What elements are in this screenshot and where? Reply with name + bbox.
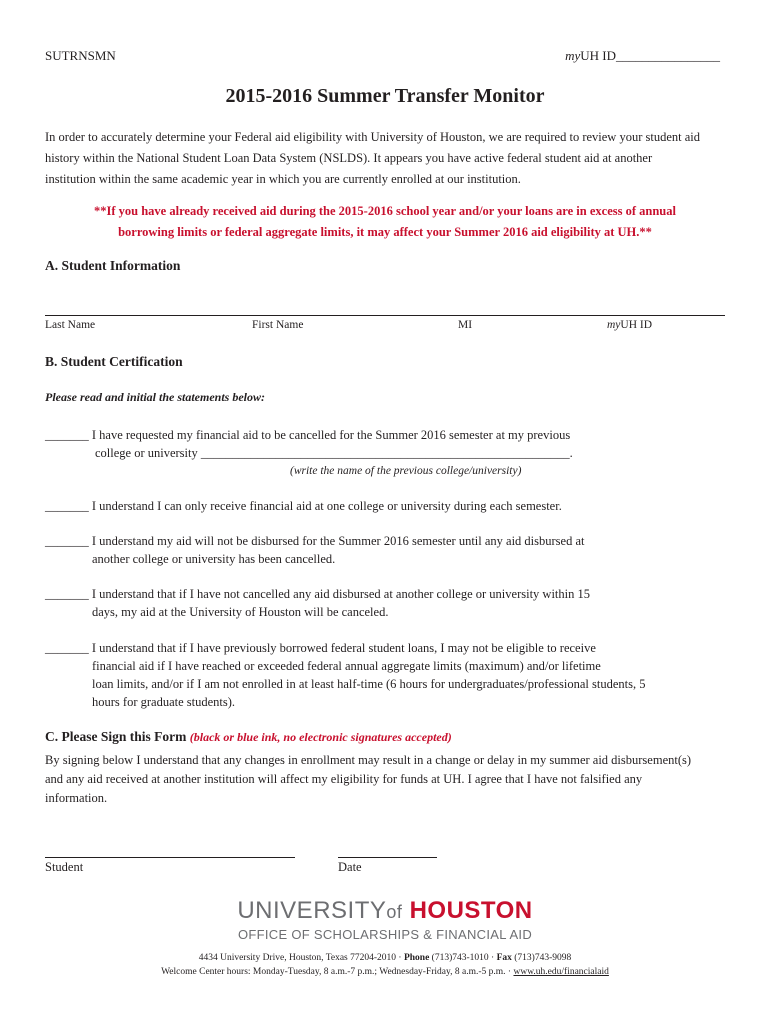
date-line[interactable] xyxy=(338,857,437,858)
statement-3-line-1: I understand my aid will not be disbursed for the Summer 2016 semester until any aid disbursed at xyxy=(91,534,585,548)
statement-5-line-4: hours for graduate students). xyxy=(92,695,236,709)
date-label: Date xyxy=(338,860,362,874)
footer-fax: (713)743-9098 xyxy=(511,953,572,963)
statement-4 xyxy=(45,585,705,621)
statement-5-line-3: loan limits, and/or if I am not enrolled in at least half-time (6 hours for undergraduates/professional students, 5 xyxy=(92,677,646,691)
initial-blank-1[interactable]: _______ xyxy=(45,428,89,442)
mi-label: MI xyxy=(458,319,473,331)
document-code: SUTRNSMN xyxy=(45,48,116,63)
university-logo xyxy=(0,897,770,942)
logo-office: OFFICE OF SCHOLARSHIPS & FINANCIAL AID xyxy=(237,927,533,942)
statement-3-line-2: another college or university has been cancelled. xyxy=(92,552,336,566)
signature-ink-note: (black or blue ink, no electronic signatures accepted) xyxy=(189,730,452,744)
myuh-id-field[interactable] xyxy=(565,48,720,64)
student-signature-line[interactable] xyxy=(45,857,295,858)
statement-2-text: I understand I can only receive financial aid at one college or university during each semester. xyxy=(91,499,562,513)
statement-4-line-1: I understand that if I have not cancelled any aid disbursed at another college or university within 15 xyxy=(91,587,590,601)
statement-1 xyxy=(45,426,705,480)
section-a-heading: A. Student Information xyxy=(45,258,181,273)
section-c-title: C. Please Sign this Form xyxy=(45,729,187,744)
last-name-label: Last Name xyxy=(45,319,96,331)
instruction-text: Please read and initial the statements below: xyxy=(45,390,265,404)
warning-line-2: borrowing limits or federal aggregate limits, it may affect your Summer 2016 aid eligibility at UH.** xyxy=(118,225,652,239)
myuh-id-prefix: my xyxy=(607,319,621,331)
myuh-id-label xyxy=(607,319,652,331)
financial-aid-link[interactable]: www.uh.edu/financialaid xyxy=(513,967,609,977)
page-title: 2015-2016 Summer Transfer Monitor xyxy=(225,85,545,107)
initial-blank-2[interactable]: _______ xyxy=(45,499,89,513)
statement-5-line-1: I understand that if I have previously borrowed federal student loans, I may not be eligible to receive xyxy=(91,641,596,655)
footer-fax-label: Fax xyxy=(496,953,512,963)
footer xyxy=(0,951,770,979)
logo-university: UNIVERSITY xyxy=(237,897,387,924)
section-c-heading xyxy=(45,729,452,745)
signature-agreement: By signing below I understand that any changes in enrollment may result in a change or delay in my summer aid disbursement(s) and any aid received at another institution will affect my eligibility for funds at UH. I agree that I have not falsified any information. xyxy=(45,753,692,805)
initial-blank-5[interactable]: _______ xyxy=(45,641,89,655)
initial-blank-4[interactable]: _______ xyxy=(45,587,89,601)
myuh-blank: ________________ xyxy=(616,48,720,63)
first-name-label: First Name xyxy=(252,319,304,331)
warning-notice xyxy=(45,201,725,243)
statement-5-line-2: financial aid if I have reached or exceeded federal annual aggregate limits (maximum) and/or lifetime xyxy=(92,659,601,673)
footer-phone: (713)743-1010 · xyxy=(429,953,497,963)
section-b-heading: B. Student Certification xyxy=(45,354,183,369)
statement-1-line-1: I have requested my financial aid to be cancelled for the Summer 2016 semester at my previous xyxy=(91,428,571,442)
statement-1-hint: (write the name of the previous college/university) xyxy=(290,465,522,477)
logo-houston: HOUSTON xyxy=(409,897,533,924)
statement-5 xyxy=(45,639,705,711)
logo-of: of xyxy=(386,902,403,922)
statement-1-line-2[interactable]: college or university ___________________________________________________________. xyxy=(95,446,573,460)
intro-paragraph: In order to accurately determine your Federal aid eligibility with University of Houston, we are required to review your student aid history within the National Student Loan Data System (NSLDS). It appears you have active federal student aid at another institution within the same academic year in which you are currently enrolled at our institution. xyxy=(45,130,701,186)
statement-2 xyxy=(45,497,705,515)
myuh-id-text: UH ID xyxy=(620,319,653,331)
footer-hours: Welcome Center hours: Monday-Tuesday, 8 a.m.-7 p.m.; Wednesday-Friday, 8 a.m.-5 p.m. · xyxy=(161,967,514,977)
statement-4-line-2: days, my aid at the University of Houston will be canceled. xyxy=(92,605,389,619)
statement-3 xyxy=(45,532,705,568)
initial-blank-3[interactable]: _______ xyxy=(45,534,89,548)
footer-phone-label: Phone xyxy=(403,953,430,963)
footer-address: 4434 University Drive, Houston, Texas 77204-2010 · xyxy=(198,953,404,963)
student-info-line[interactable] xyxy=(45,315,725,316)
warning-line-1: **If you have already received aid during the 2015-2016 school year and/or your loans are in excess of annual xyxy=(94,204,676,218)
footer-address-line xyxy=(0,951,770,965)
myuh-label: UH ID xyxy=(580,48,616,63)
footer-hours-line xyxy=(0,965,770,979)
student-label: Student xyxy=(45,860,84,874)
myuh-prefix: my xyxy=(565,48,581,63)
